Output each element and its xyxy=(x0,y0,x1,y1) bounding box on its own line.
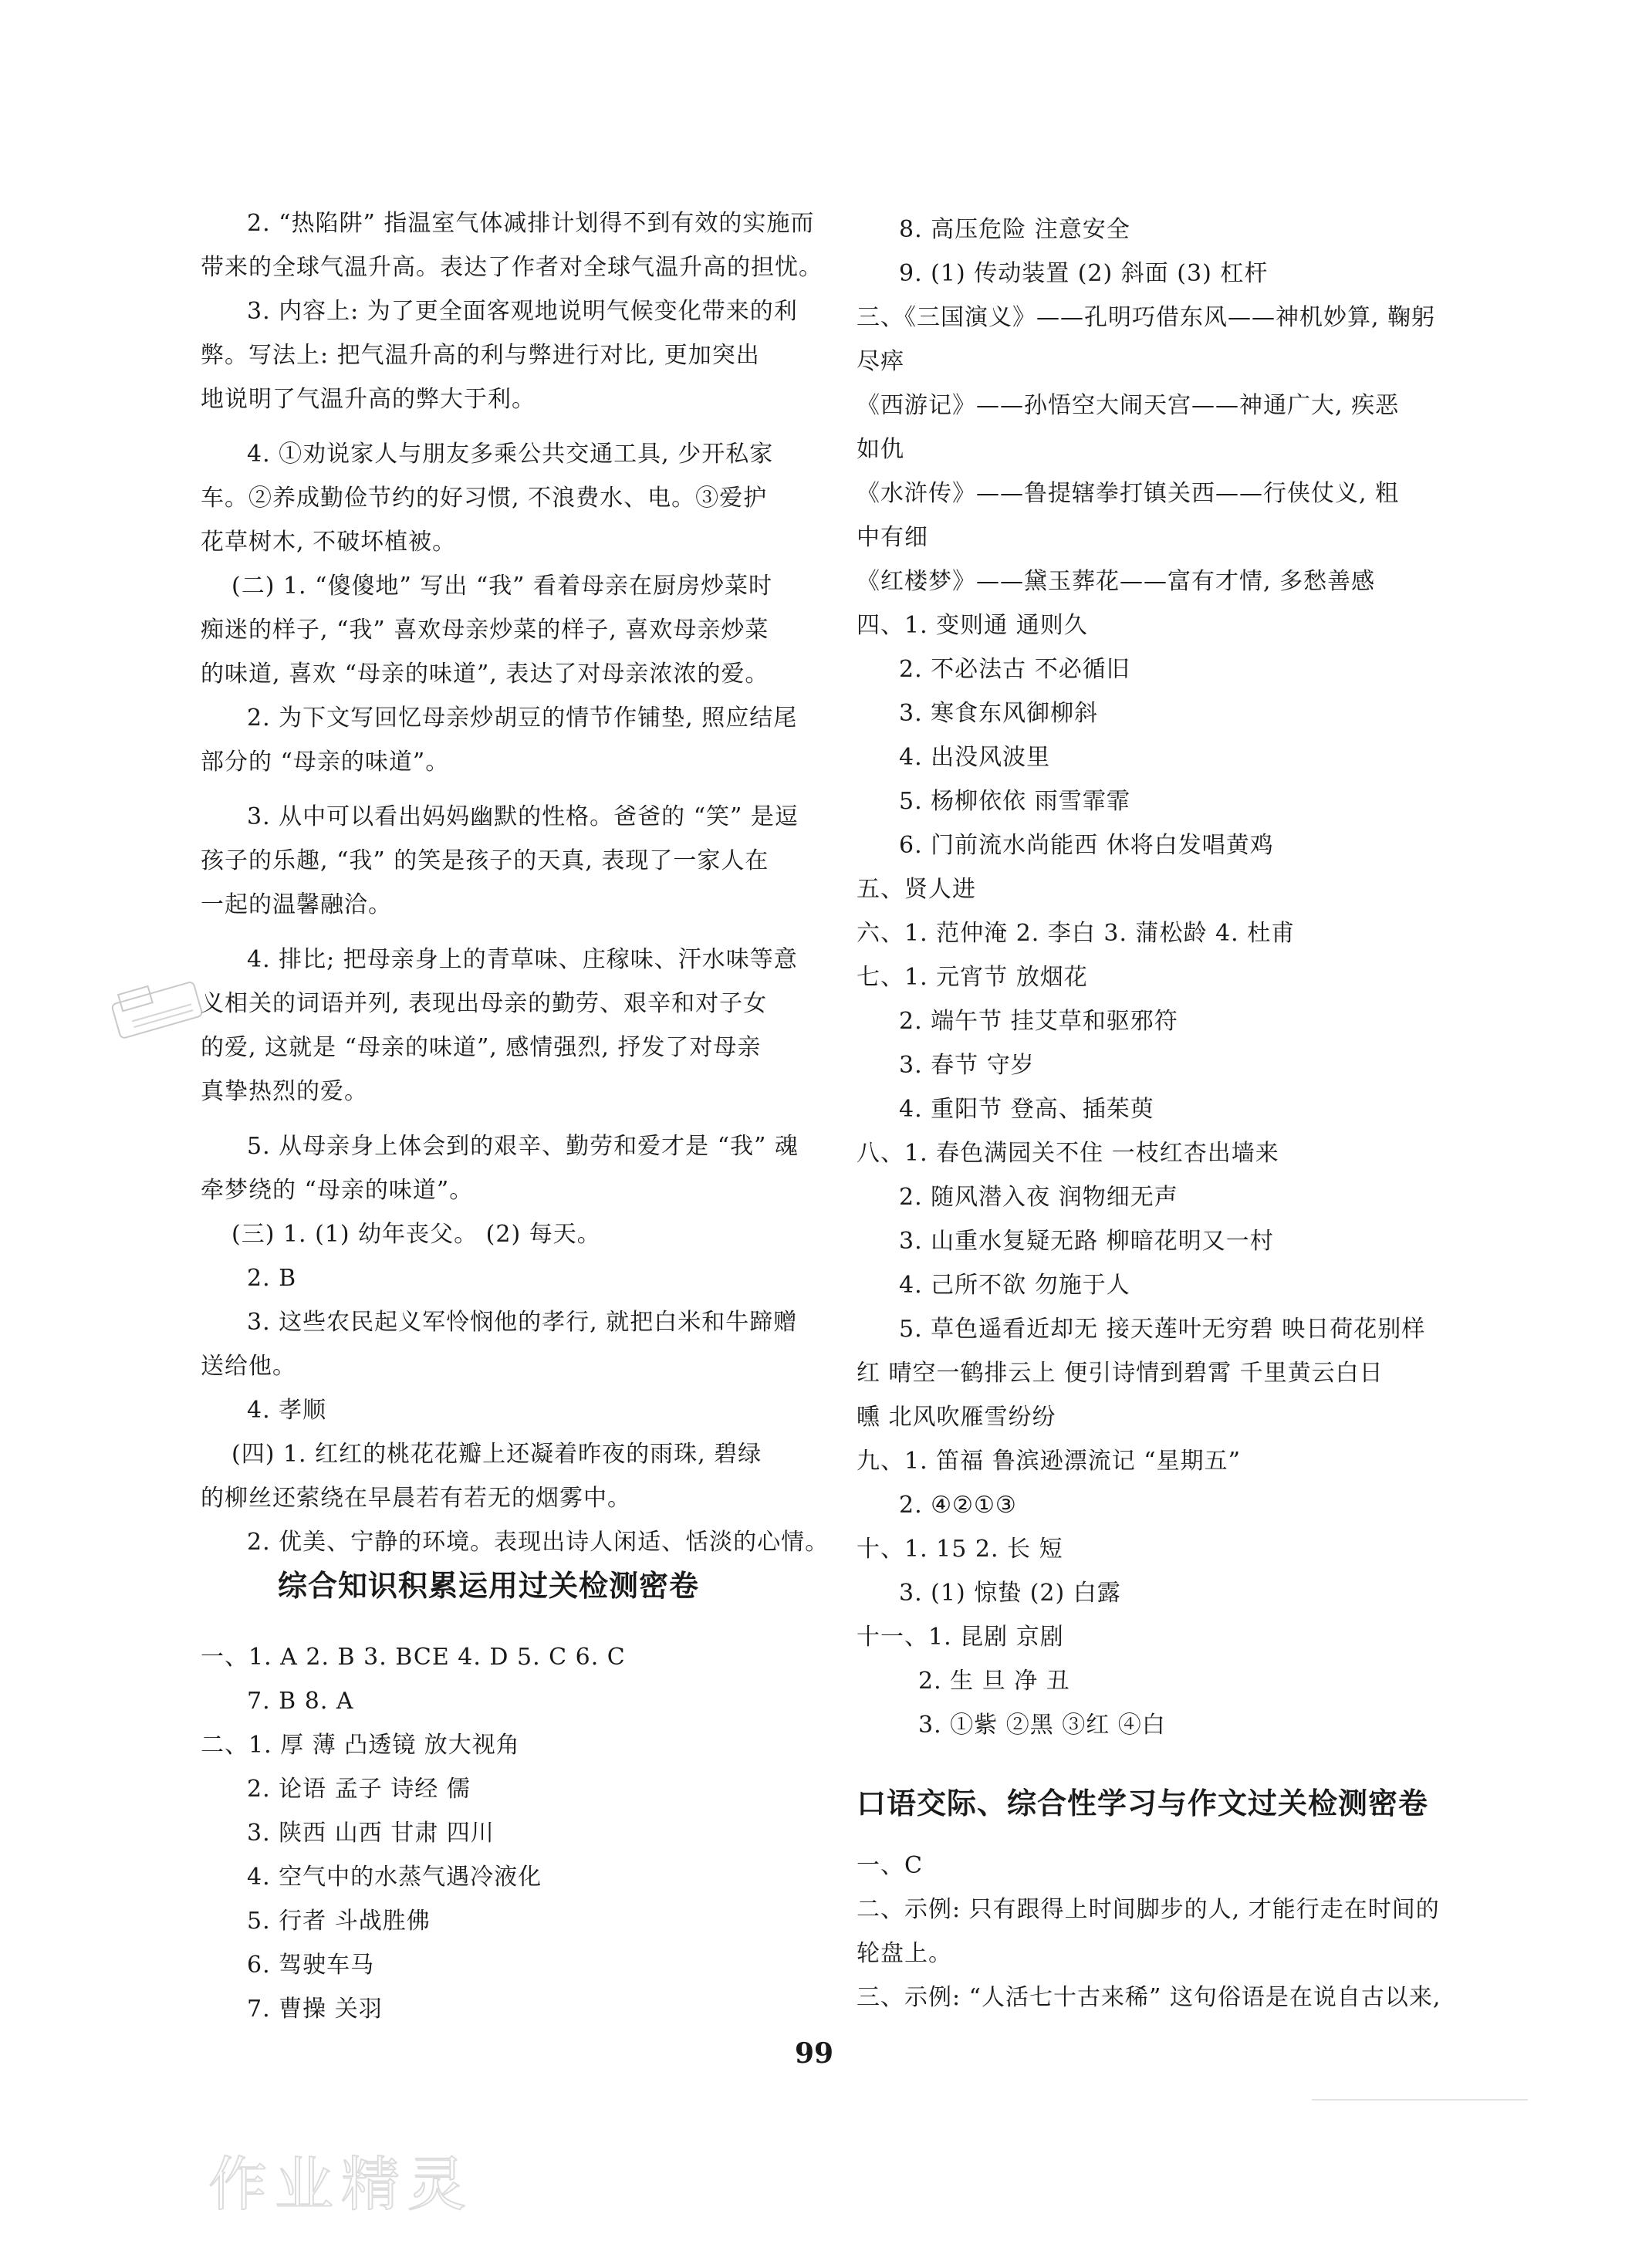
left-text-line: 二、1. 厚 薄 凸透镜 放大视角 xyxy=(201,1732,520,1759)
right-text-line: 八、1. 春色满园关不住 一枝红杏出墙来 xyxy=(857,1140,1279,1167)
right-text-line: 《水浒传》——鲁提辖拳打镇关西——行侠仗义, 粗 xyxy=(857,480,1400,507)
right-text-line: 3. 寒食东风御柳斜 xyxy=(899,700,1099,727)
right-text-line: 七、1. 元宵节 放烟花 xyxy=(857,964,1088,991)
left-text-line: (三) 1. (1) 幼年丧父。 (2) 每天。 xyxy=(231,1221,601,1248)
left-text-line: 义相关的词语并列, 表现出母亲的勤劳、艰辛和对子女 xyxy=(201,990,768,1017)
left-text-line: 2. 论语 孟子 诗经 儒 xyxy=(247,1776,471,1803)
left-text-line: 4. ①劝说家人与朋友多乘公共交通工具, 少开私家 xyxy=(247,441,774,468)
left-text-line: 痴迷的样子, “我” 喜欢母亲炒菜的样子, 喜欢母亲炒菜 xyxy=(201,617,769,644)
right-text-line: 4. 重阳节 登高、插茱萸 xyxy=(899,1096,1154,1123)
right-text-line: 3. 山重水复疑无路 柳暗花明又一村 xyxy=(899,1228,1274,1255)
left-text-line: 5. 从母亲身上体会到的艰辛、勤劳和爱才是 “我” 魂 xyxy=(247,1133,799,1160)
left-section-heading: 综合知识积累运用过关检测密卷 xyxy=(278,1569,700,1603)
right-text-line: 红 晴空一鹤排云上 便引诗情到碧霄 千里黄云白日 xyxy=(857,1360,1384,1387)
right-text-line: 3. ①紫 ②黑 ③红 ④白 xyxy=(918,1712,1166,1739)
right-section-heading: 口语交际、综合性学习与作文过关检测密卷 xyxy=(857,1786,1429,1820)
right-text-line: 如仇 xyxy=(857,436,904,463)
page-number: 99 xyxy=(795,2037,834,2070)
left-text-line: 6. 驾驶车马 xyxy=(247,1952,375,1979)
right-text-line: 轮盘上。 xyxy=(857,1940,952,1967)
left-text-line: 真挚热烈的爱。 xyxy=(201,1078,368,1105)
right-text-line: 5. 草色遥看近却无 接天莲叶无穷碧 映日荷花别样 xyxy=(899,1316,1426,1343)
right-text-line: 九、1. 笛福 鲁滨逊漂流记 “星期五” xyxy=(857,1448,1241,1475)
left-text-line: 地说明了气温升高的弊大于利。 xyxy=(201,386,536,413)
right-text-line: 二、示例: 只有跟得上时间脚步的人, 才能行走在时间的 xyxy=(857,1896,1440,1923)
right-text-line: 曛 北风吹雁雪纷纷 xyxy=(857,1404,1056,1431)
left-text-line: 3. 内容上: 为了更全面客观地说明气候变化带来的利 xyxy=(247,298,798,325)
right-text-line: 2. 端午节 挂艾草和驱邪符 xyxy=(899,1008,1178,1035)
left-text-line: 2. 为下文写回忆母亲炒胡豆的情节作铺垫, 照应结尾 xyxy=(247,705,798,732)
left-text-line: 2. “热陷阱” 指温室气体减排计划得不到有效的实施而 xyxy=(247,210,815,237)
right-text-line: 《西游记》——孙悟空大闹天宫——神通广大, 疾恶 xyxy=(857,392,1400,419)
left-text-line: 车。②养成勤俭节约的好习惯, 不浪费水、电。③爱护 xyxy=(201,485,768,512)
left-text-line: 送给他。 xyxy=(201,1353,296,1380)
right-text-line: 3. 春节 守岁 xyxy=(899,1052,1035,1079)
watermark: 作业精灵 xyxy=(208,2150,474,2219)
right-text-line: 2. 不必法古 不必循旧 xyxy=(899,656,1130,683)
right-text-line: 8. 高压危险 注意安全 xyxy=(899,216,1130,243)
right-text-line: 四、1. 变则通 通则久 xyxy=(857,612,1088,639)
left-text-line: (四) 1. 红红的桃花花瓣上还凝着昨夜的雨珠, 碧绿 xyxy=(231,1441,762,1468)
left-text-line: 4. 空气中的水蒸气遇冷液化 xyxy=(247,1864,542,1891)
left-text-line: 一、1. A 2. B 3. BCE 4. D 5. C 6. C xyxy=(201,1644,626,1671)
right-text-line: 一、C xyxy=(857,1852,923,1879)
footer-rule xyxy=(1312,2099,1528,2101)
right-text-line: 十、1. 15 2. 长 短 xyxy=(857,1536,1063,1563)
left-text-line: 3. 从中可以看出妈妈幽默的性格。爸爸的 “笑” 是逗 xyxy=(247,803,799,830)
left-text-line: 7. 曹操 关羽 xyxy=(247,1996,383,2023)
left-text-line: 牵梦绕的 “母亲的味道”。 xyxy=(201,1177,474,1204)
right-text-line: 2. 随风潜入夜 润物细无声 xyxy=(899,1184,1178,1211)
left-text-line: 弊。写法上: 把气温升高的利与弊进行对比, 更加突出 xyxy=(201,342,760,369)
left-text-line: 花草树木, 不破坏植被。 xyxy=(201,529,457,556)
left-text-line: 孩子的乐趣, “我” 的笑是孩子的天真, 表现了一家人在 xyxy=(201,847,769,874)
right-text-line: 尽瘁 xyxy=(857,348,904,375)
left-text-line: 的爱, 这就是 “母亲的味道”, 感情强烈, 抒发了对母亲 xyxy=(201,1034,762,1061)
right-text-line: 2. 生 旦 净 丑 xyxy=(918,1668,1070,1695)
right-text-line: 4. 出没风波里 xyxy=(899,744,1051,771)
left-text-line: 带来的全球气温升高。表达了作者对全球气温升高的担忧。 xyxy=(201,254,823,281)
right-text-line: 六、1. 范仲淹 2. 李白 3. 蒲松龄 4. 杜甫 xyxy=(857,920,1296,947)
right-text-line: 3. (1) 惊蛰 (2) 白露 xyxy=(899,1580,1121,1607)
left-text-line: 3. 陕西 山西 甘肃 四川 xyxy=(247,1820,495,1847)
right-text-line: 中有细 xyxy=(857,524,928,551)
left-text-line: 一起的温馨融洽。 xyxy=(201,891,392,918)
left-text-line: 2. B xyxy=(247,1265,297,1292)
right-text-line: 三、《三国演义》——孔明巧借东风——神机妙算, 鞠躬 xyxy=(857,304,1436,331)
right-text-line: 9. (1) 传动装置 (2) 斜面 (3) 杠杆 xyxy=(899,260,1269,287)
right-text-line: 5. 杨柳依依 雨雪霏霏 xyxy=(899,788,1130,815)
left-text-line: 5. 行者 斗战胜佛 xyxy=(247,1908,431,1935)
right-text-line: 6. 门前流水尚能西 休将白发唱黄鸡 xyxy=(899,832,1274,859)
left-text-line: 4. 排比; 把母亲身上的青草味、庄稼味、汗水味等意 xyxy=(247,946,798,973)
right-text-line: 五、贤人进 xyxy=(857,876,976,903)
left-text-line: 7. B 8. A xyxy=(247,1688,354,1715)
stamp-logo-icon xyxy=(101,968,212,1048)
right-text-line: 三、示例: “人活七十古来稀” 这句俗语是在说自古以来, xyxy=(857,1984,1441,2011)
right-text-line: 《红楼梦》——黛玉葬花——富有才情, 多愁善感 xyxy=(857,568,1376,595)
right-text-line: 4. 己所不欲 勿施于人 xyxy=(899,1272,1130,1299)
right-text-line: 2. ④②①③ xyxy=(899,1492,1017,1519)
left-text-line: 2. 优美、宁静的环境。表现出诗人闲适、恬淡的心情。 xyxy=(247,1529,830,1556)
left-text-line: 4. 孝顺 xyxy=(247,1397,327,1424)
left-text-line: (二) 1. “傻傻地” 写出 “我” 看着母亲在厨房炒菜时 xyxy=(231,573,773,600)
left-text-line: 的味道, 喜欢 “母亲的味道”, 表达了对母亲浓浓的爱。 xyxy=(201,661,769,688)
left-text-line: 的柳丝还萦绕在早晨若有若无的烟雾中。 xyxy=(201,1485,631,1512)
left-text-line: 3. 这些农民起义军怜悯他的孝行, 就把白米和牛蹄赠 xyxy=(247,1309,798,1336)
left-text-line: 部分的 “母亲的味道”。 xyxy=(201,749,450,776)
right-text-line: 十一、1. 昆剧 京剧 xyxy=(857,1624,1064,1651)
